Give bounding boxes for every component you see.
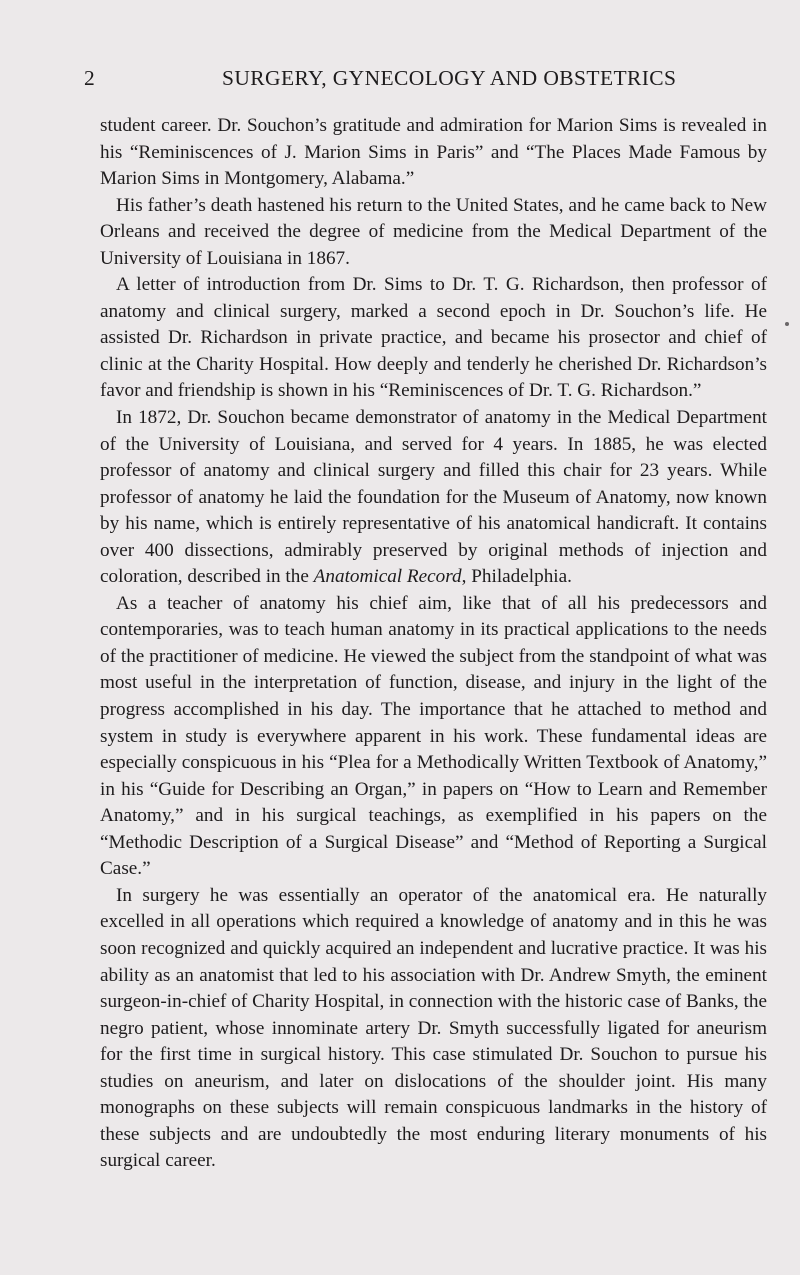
paragraph-1: student career. Dr. Souchon’s gratitude and admiration for Marion Sims is revealed in his “Reminiscences of J. Marion Sims in Paris” and “The Places Made Famous by Marion Sims in Montgomery, Alabama.”: [100, 115, 767, 190]
paragraph-4-text-before: In 1872, Dr. Souchon became demonstrator of anatomy in the Medical Department of the University of Louisiana, and served for 4 years. In 1885, he was elected professor of anatomy and clinical surgery and filled this chair for 23 years. While professor of anatomy he laid the foundation for the Museum of Anatomy, now known by his name, which is entirely representative of his anatomical handicraft. It contains over 400 dissections, admirably preserved by original methods of injection and coloration, described in the: [100, 407, 767, 588]
paragraph-4-text-after: , Philadelphia.: [461, 566, 572, 588]
margin-speck: [785, 322, 789, 326]
journal-title-italic: Anatomical Record: [313, 566, 462, 588]
running-head: [84, 66, 744, 96]
article-body: [100, 113, 767, 1175]
paragraph-3: A letter of introduction from Dr. Sims to Dr. T. G. Richardson, then professor of anatomy and clinical surgery, marked a second epoch in Dr. Souchon’s life. He assisted Dr. Richardson in private practice, and became his prosector and chief of clinic at the Charity Hospital. How deeply and tenderly he cherished Dr. Richardson’s favor and friendship is shown in his “Reminiscences of Dr. T. G. Richardson.”: [100, 274, 767, 402]
paragraph-2: His father’s death hastened his return to the United States, and he came back to New Orleans and received the degree of medicine from the Medical Department of the University of Louisiana in 1867.: [100, 194, 767, 269]
paragraph-4: [100, 405, 767, 591]
paragraph-5: As a teacher of anatomy his chief aim, like that of all his predecessors and contemporaries, was to teach human anatomy in its practical applications to the needs of the practitioner of medicine. He viewed the subject from the standpoint of what was most useful in the interpretation of function, disease, and injury in the light of the progress accomplished in his day. The importance that he attached to method and system in study is everywhere apparent in his work. These fundamental ideas are especially conspicuous in his “Plea for a Methodically Written Textbook of Anatomy,” in his “Guide for Describing an Organ,” in papers on “How to Learn and Remember Anatomy,” and in his surgical teachings, as exemplified in his papers on the “Methodic Description of a Surgical Disease” and “Method of Reporting a Surgical Case.”: [100, 592, 767, 880]
paragraph-6: In surgery he was essentially an operator of the anatomical era. He naturally excelled in all operations which required a knowledge of anatomy and in this he was soon recognized and quickly acquired an independent and lucrative practice. It was his ability as an anatomist that led to his association with Dr. Andrew Smyth, the eminent surgeon-in-chief of Charity Hospital, in connection with the historic case of Banks, the negro patient, whose innominate artery Dr. Smyth successfully ligated for aneurism for the first time in surgical history. This case stimulated Dr. Souchon to pursue his studies on aneurism, and later on dislocations of the shoulder joint. His many monographs on these subjects will remain conspicuous landmarks in the history of these subjects and are undoubtedly the most enduring literary monuments of his surgical career.: [100, 884, 767, 1172]
page-number: 2: [84, 66, 96, 90]
running-head-title: SURGERY, GYNECOLOGY AND OBSTETRICS: [222, 66, 677, 90]
